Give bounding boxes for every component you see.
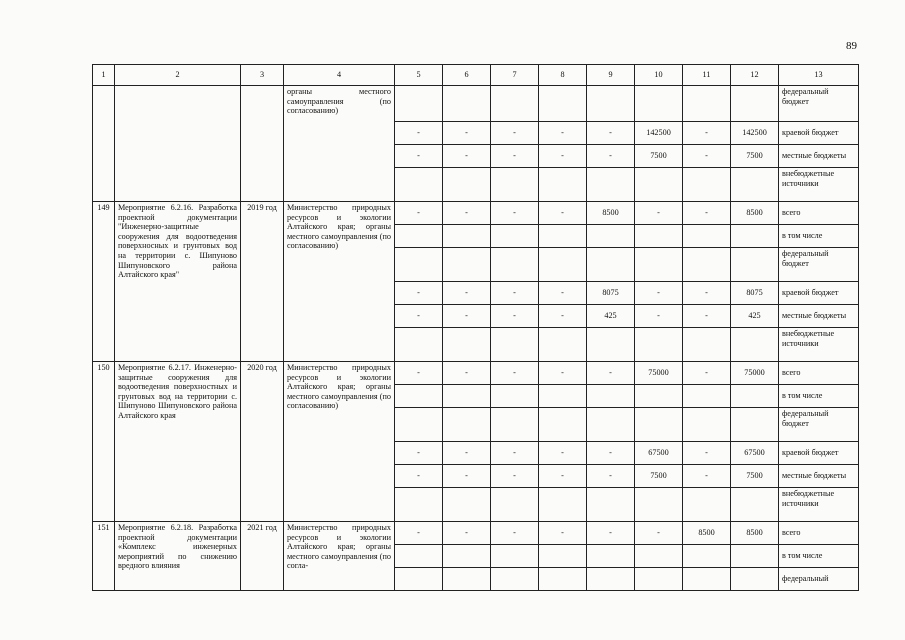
cell-source: местные бюджеты [779,465,859,488]
cell-value: - [491,362,539,385]
cell-value [395,488,443,522]
cell-value [587,545,635,568]
cell-value: - [587,362,635,385]
cell-value: 7500 [635,465,683,488]
cell-value [587,488,635,522]
cell-value: - [683,145,731,168]
cell-value [539,545,587,568]
cell-value: - [395,442,443,465]
cell-value [491,248,539,282]
cell-value: - [635,305,683,328]
cell-value: - [539,122,587,145]
cell-year: 2021 год [241,522,284,591]
cell-value: - [587,145,635,168]
cell-value: - [539,282,587,305]
cell-value: - [395,122,443,145]
cell-source: всего [779,202,859,225]
cell-value [683,328,731,362]
cell-source: в том числе [779,385,859,408]
cell-value: - [443,442,491,465]
cell-value [539,225,587,248]
cell-value: - [635,522,683,545]
cell-value [491,328,539,362]
col-header: 10 [635,65,683,86]
table-row [93,362,859,385]
cell-value: - [683,282,731,305]
cell-value [395,568,443,591]
cell-value: - [395,522,443,545]
cell-value [683,86,731,122]
cell-value [491,568,539,591]
col-header: 6 [443,65,491,86]
cell-value: - [635,202,683,225]
cell-value: - [587,122,635,145]
cell-value [587,168,635,202]
cell-value [491,545,539,568]
cell-title [115,86,241,202]
cell-value: 7500 [731,465,779,488]
cell-value: - [491,442,539,465]
cell-value [731,408,779,442]
cell-value [443,545,491,568]
cell-value [443,86,491,122]
cell-value: - [587,442,635,465]
cell-value [539,488,587,522]
cell-value: 8075 [731,282,779,305]
cell-value [539,408,587,442]
cell-value: - [539,465,587,488]
cell-value [443,168,491,202]
cell-value: - [443,145,491,168]
cell-title: Мероприятие 6.2.18. Разработка проектной документации «Комплекс инженерных мероприятий по снижению вредного влияния [115,522,241,591]
col-header: 11 [683,65,731,86]
cell-value [539,86,587,122]
cell-value [491,488,539,522]
cell-value [539,248,587,282]
cell-value [683,408,731,442]
cell-value: - [443,362,491,385]
cell-value: - [395,362,443,385]
budget-table [92,64,859,591]
cell-value [635,488,683,522]
cell-value [683,225,731,248]
cell-no: 151 [93,522,115,591]
cell-value: - [587,522,635,545]
cell-value: 75000 [731,362,779,385]
cell-value: 75000 [635,362,683,385]
col-header: 7 [491,65,539,86]
cell-value: 142500 [635,122,683,145]
cell-value: - [683,442,731,465]
cell-source: федеральный бюджет [779,408,859,442]
cell-source: краевой бюджет [779,122,859,145]
cell-value [491,225,539,248]
cell-value [683,168,731,202]
col-header: 4 [284,65,395,86]
cell-value: - [395,305,443,328]
cell-value [443,385,491,408]
col-header: 5 [395,65,443,86]
cell-value [587,408,635,442]
cell-title: Мероприятие 6.2.16. Разработка проектной документации "Инженерно-защитные сооружения для водоотведения поверхносных и грунтовых вод на территории с. Шипуново Шипуновского района Алтайского края" [115,202,241,362]
cell-value: 425 [587,305,635,328]
cell-value [395,385,443,408]
cell-value: - [491,202,539,225]
cell-value: - [491,305,539,328]
cell-no: 149 [93,202,115,362]
cell-value: 142500 [731,122,779,145]
cell-value: - [491,122,539,145]
cell-value: - [395,202,443,225]
cell-value: - [443,122,491,145]
cell-value [491,168,539,202]
cell-value [683,545,731,568]
cell-value [539,385,587,408]
cell-value: - [395,145,443,168]
cell-value [587,86,635,122]
cell-value [731,248,779,282]
cell-value [731,328,779,362]
cell-executor: Министерство природных ресурсов и экологии Алтайского края; органы местного самоуправления (по согласованию) [284,202,395,362]
cell-value: - [683,122,731,145]
cell-title: Мероприятие 6.2.17. Инженерно-защитные сооружения для водоотведения поверхностных и грунтовых вод на территории с. Шипуново Шипуновского района Алтайского края [115,362,241,522]
cell-value: - [683,305,731,328]
col-header: 2 [115,65,241,86]
cell-value [587,385,635,408]
cell-value: - [539,202,587,225]
cell-source: местные бюджеты [779,145,859,168]
cell-value: - [539,305,587,328]
cell-value [539,328,587,362]
cell-value [395,225,443,248]
cell-source: федеральный бюджет [779,248,859,282]
cell-value [443,248,491,282]
cell-value [731,225,779,248]
cell-value [683,248,731,282]
cell-value [443,328,491,362]
cell-value [587,225,635,248]
page-number: 89 [846,40,857,52]
cell-value [731,385,779,408]
cell-value: 7500 [731,145,779,168]
cell-value [683,488,731,522]
col-header: 3 [241,65,284,86]
col-header: 9 [587,65,635,86]
cell-value: 67500 [731,442,779,465]
cell-value [395,248,443,282]
cell-value: - [443,305,491,328]
col-header: 1 [93,65,115,86]
cell-value: - [491,145,539,168]
cell-value: - [539,145,587,168]
cell-executor: Министерство природных ресурсов и экологии Алтайского края; органы местного самоуправления (по согла- [284,522,395,591]
cell-value: 67500 [635,442,683,465]
cell-value [491,408,539,442]
cell-year: 2019 год [241,202,284,362]
cell-source: краевой бюджет [779,282,859,305]
table-row [93,86,859,122]
cell-value [587,328,635,362]
cell-value: - [539,522,587,545]
cell-value [635,328,683,362]
cell-value: 8500 [587,202,635,225]
cell-source: федеральный бюджет [779,86,859,122]
cell-value [491,385,539,408]
cell-value: 425 [731,305,779,328]
cell-source: внебюджетные источники [779,328,859,362]
table-row [93,522,859,545]
cell-value: - [683,465,731,488]
cell-value: - [491,522,539,545]
cell-value [683,385,731,408]
cell-source: в том числе [779,225,859,248]
cell-year [241,86,284,202]
cell-value: - [683,202,731,225]
cell-executor: органы местного самоуправления (по согласованию) [284,86,395,202]
table-row [93,202,859,225]
cell-value: - [443,202,491,225]
cell-value: 8500 [683,522,731,545]
cell-value [635,225,683,248]
cell-value [635,545,683,568]
cell-year: 2020 год [241,362,284,522]
cell-source: в том числе [779,545,859,568]
cell-value: - [395,282,443,305]
cell-value: - [635,282,683,305]
cell-value: - [539,362,587,385]
cell-value [587,248,635,282]
cell-value [539,568,587,591]
cell-value [395,545,443,568]
cell-value: - [683,362,731,385]
cell-value [395,86,443,122]
cell-value [395,168,443,202]
cell-source: всего [779,522,859,545]
cell-value [491,86,539,122]
cell-source: местные бюджеты [779,305,859,328]
cell-value [539,168,587,202]
cell-value: - [491,282,539,305]
cell-value [443,408,491,442]
cell-value: 8075 [587,282,635,305]
cell-value [443,568,491,591]
cell-value [635,568,683,591]
cell-value: - [587,465,635,488]
cell-value [635,408,683,442]
cell-value: 7500 [635,145,683,168]
cell-value [395,328,443,362]
cell-source: федеральный [779,568,859,591]
cell-value [587,568,635,591]
cell-value [443,225,491,248]
cell-source: внебюджетные источники [779,168,859,202]
cell-no: 150 [93,362,115,522]
cell-value: - [443,282,491,305]
cell-value [731,568,779,591]
cell-value: - [539,442,587,465]
cell-value: - [443,522,491,545]
cell-value [683,568,731,591]
cell-value: - [395,465,443,488]
col-header: 8 [539,65,587,86]
cell-value: - [491,465,539,488]
cell-executor: Министерство природных ресурсов и экологии Алтайского края; органы местного самоуправления (по согласованию) [284,362,395,522]
cell-value [635,385,683,408]
cell-value [635,86,683,122]
col-header: 12 [731,65,779,86]
cell-value: - [443,465,491,488]
header-row [93,65,859,86]
cell-value: 8500 [731,522,779,545]
cell-value [731,545,779,568]
cell-value [635,248,683,282]
cell-value: 8500 [731,202,779,225]
cell-value [731,86,779,122]
cell-source: внебюджетные источники [779,488,859,522]
cell-value [395,408,443,442]
cell-value [731,488,779,522]
cell-no [93,86,115,202]
cell-source: краевой бюджет [779,442,859,465]
cell-source: всего [779,362,859,385]
cell-value [731,168,779,202]
cell-value [635,168,683,202]
cell-value [443,488,491,522]
col-header: 13 [779,65,859,86]
